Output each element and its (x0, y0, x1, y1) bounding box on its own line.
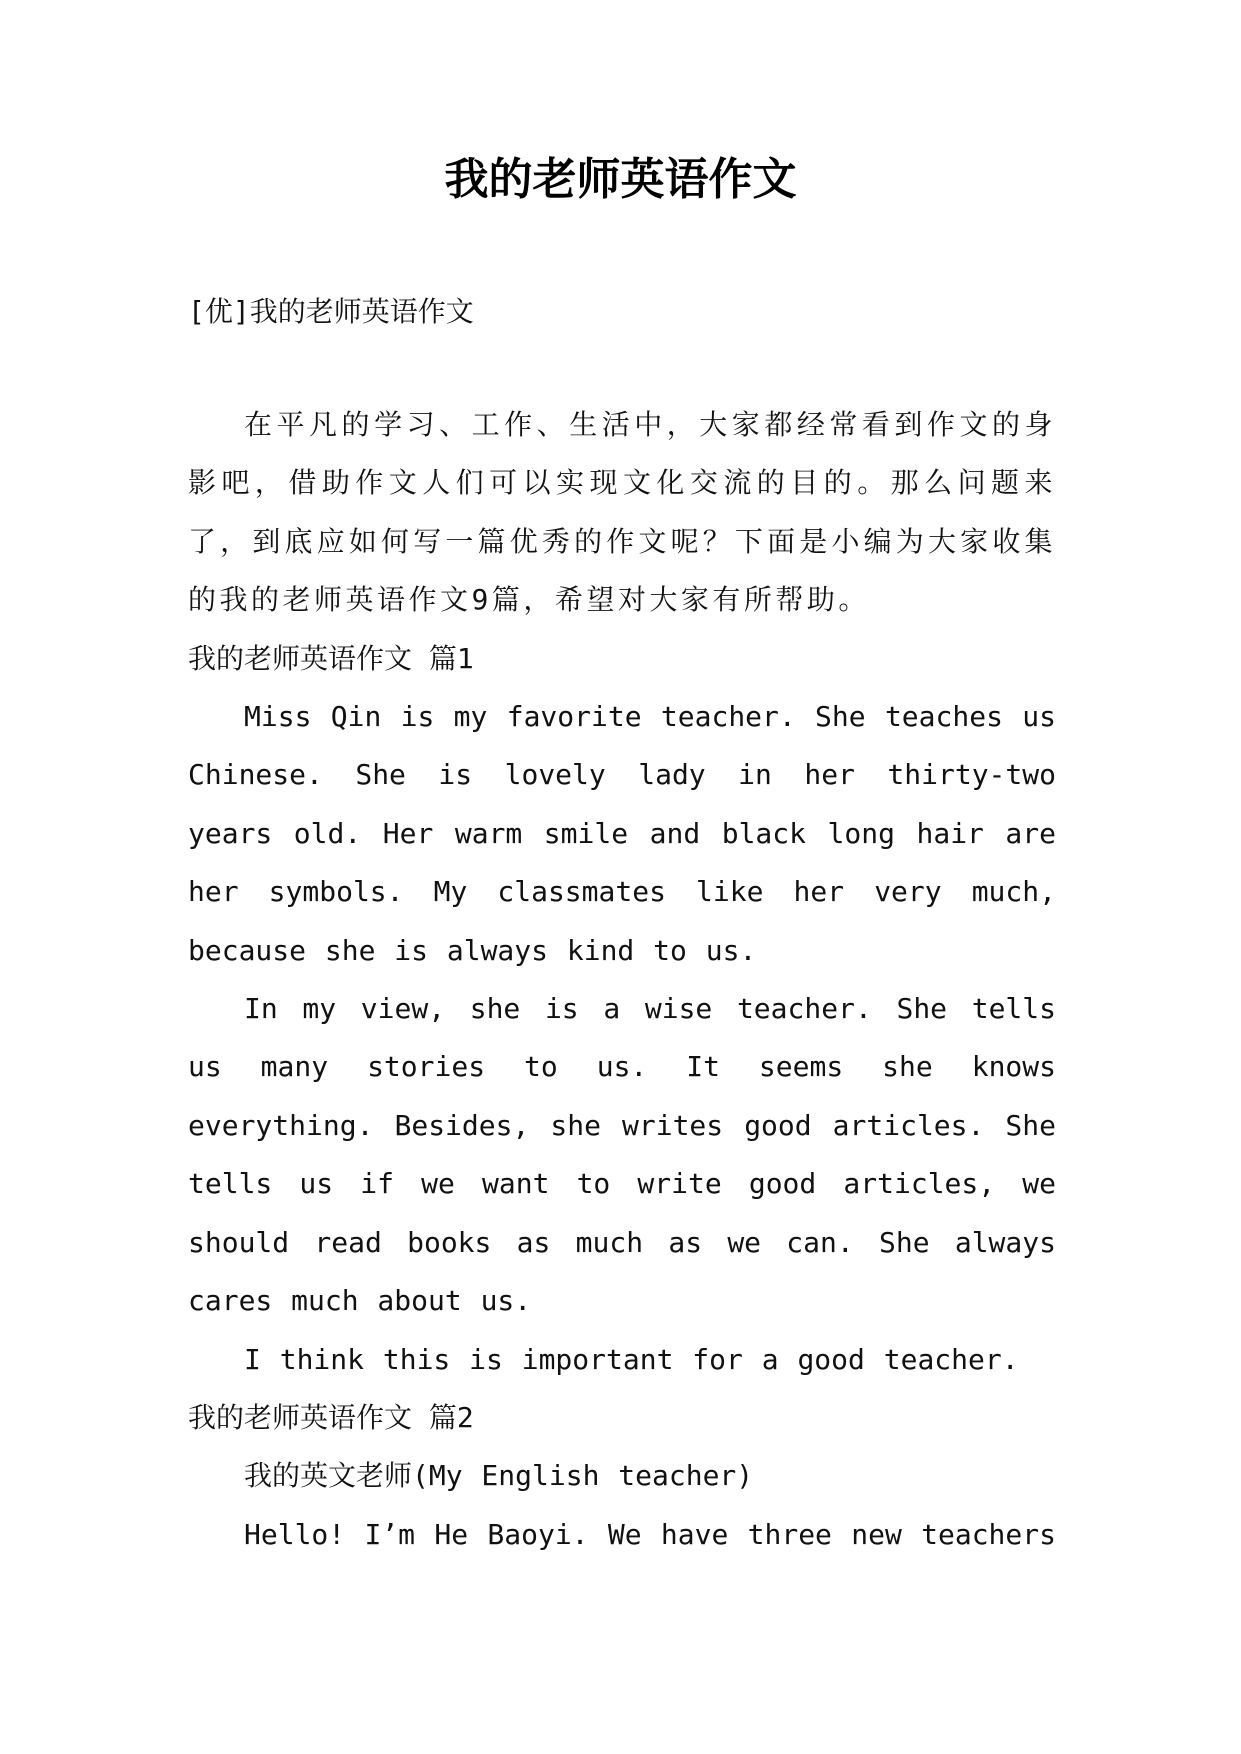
essay-1-paragraph-3: I think this is important for a good teacher. (244, 1342, 1019, 1376)
essay-1-paragraph-1: Miss Qin is my favorite teacher. She teaches us Chinese. She is lovely lady in her thirty-two years old. Her warm smile and black long hair are her symbols. My classmates like her very much, because she is always kind to us. (188, 700, 1056, 967)
intro-paragraph: 在平凡的学习、工作、生活中，大家都经常看到作文的身影吧，借助作文人们可以实现文化交流的目的。那么问题来了，到底应如何写一篇优秀的作文呢？下面是小编为大家收集的我的老师英语作文9篇，希望对大家有所帮助。 (188, 408, 1056, 617)
essay-2-paragraph-1: 我的英文老师(My English teacher) (244, 1459, 754, 1493)
document-subtitle: [优]我的老师英语作文 (188, 295, 474, 328)
document-title: 我的老师英语作文 (444, 154, 797, 205)
essay-heading-1: 我的老师英语作文 篇1 (188, 641, 474, 675)
essay-2-paragraph-2: Hello! I’m He Baoyi. We have three new teachers (244, 1517, 1056, 1551)
essay-heading-2: 我的老师英语作文 篇2 (188, 1400, 474, 1434)
section-spacer (188, 336, 1056, 396)
essay-1-paragraph-2: In my view, she is a wise teacher. She tells us many stories to us. It seems she knows everything. Besides, she writes good articles. She tells us if we want to write good articles, we should read books as much as we can. She always cares much about us. (188, 992, 1056, 1318)
document-body (188, 288, 1056, 1564)
